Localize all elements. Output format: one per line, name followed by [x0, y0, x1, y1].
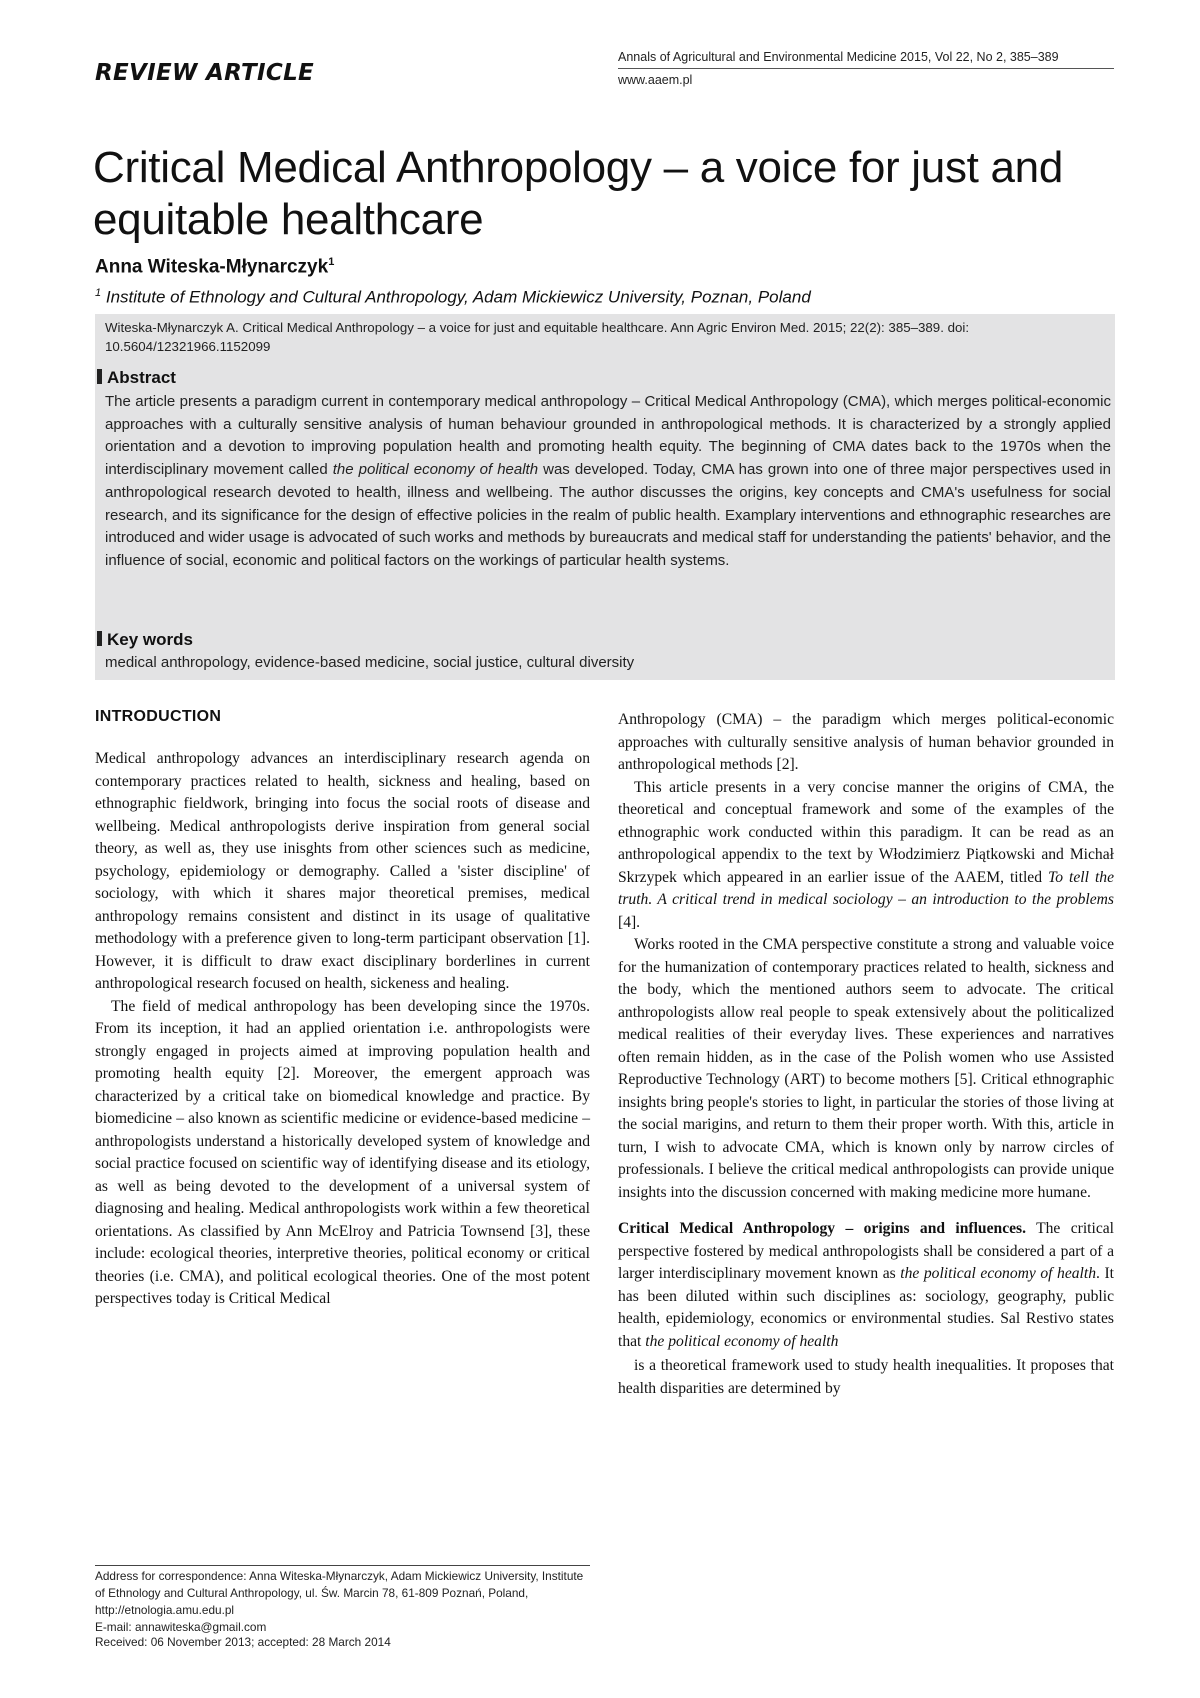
how-to-cite: Witeska-Młynarczyk A. Critical Medical Anthropology – a voice for just and equitable healthcare. Ann Agric Environ Med. 2015; 22(2): 385–389. doi: 10.5604/12321966.1152099 [105, 320, 970, 354]
abstract-text-italic: the political economy of health [332, 461, 539, 479]
footnote-divider [95, 1565, 590, 1566]
paragraph [618, 1218, 1114, 1353]
keywords-heading [97, 630, 193, 650]
author-name-text: Anna Witeska-Młynarczyk [95, 256, 329, 278]
introduction-heading: INTRODUCTION [95, 708, 222, 725]
paragraph: Medical anthropology advances an interdisciplinary research agenda on contemporary practices related to health, sickness and healing, based on ethnographic fieldwork, bringing into focus the social roots of disease and wellbeing. Medical anthropologists derive inspiration from general social theory, as well as, they use inisghts from other sciences such as medicine, psychology, epidemiology or demography. Called a 'sister discipline' of sociology, with which it shares major theoretical premises, medical anthropology remains consistent and distinct in its usage of qualitative methodology with a preference given to long-term participant observation [1]. However, it is difficult to draw exact disciplinary borderlines in current anthropological research focused on health, sickeness and healing. [95, 750, 590, 992]
paragraph-italic: the political economy of health [900, 1265, 1097, 1282]
keywords-heading-text: Key words [107, 630, 193, 649]
body-column-left [95, 748, 590, 1311]
paragraph: Works rooted in the CMA perspective constitute a strong and valuable voice for the humanization of contemporary practices related to health, sickness and the body, which the mentioned authors seem to advocate. The critical anthropologists allow real people to speak extensively about the politicalized medical realities of their everyday lives. These experiences and narratives often remain hidden, as in the case of the Polish women who use Assisted Reproductive Technology (ART) to become mothers [5]. Critical ethnographic insights bring people's stories to light, in particular the stories of those living at the social marigins, and return to them their proper worth. With this, article in turn, I wish to advocate CMA, which is known only by narrow circles of professionals. I believe the critical medical anthropologists can provide unique insights into the discussion concerned with making medicine more humane. [618, 936, 1114, 1201]
abstract-heading [97, 368, 176, 388]
correspondence-email: E-mail: annawiteska@gmail.com [95, 1620, 267, 1634]
author-affiliation-marker: 1 [328, 256, 335, 268]
affiliation-marker: 1 [95, 287, 102, 299]
abstract-text-part2: was developed. Today, CMA has grown into one of three major perspectives used in anthropological research devoted to health, illness and wellbeing. The author discusses the origins, key concepts and CMA's usefulness for social research, and its significance for the design of effective policies in the realm of public health. Examplary interventions and ethnographic researches are introduced and wider usage is advocated of such works and methods by bureaucrats and medical staff for understanding the patients' behavior, and the influence of social, economic and political factors on the workings of particular health systems. [105, 461, 1111, 569]
section-spacer [618, 1204, 1114, 1218]
paragraph: The field of medical anthropology has been developing since the 1970s. From its inception, it had an applied orientation i.e. anthropologists were strongly engaged in projects aimed at improving population health and promoting health equity [2]. Moreover, the emergent approach was characterized by a critical take on biomedical knowledge and practice. By biomedicine – also known as scientific medicine or evidence-based medicine – anthropologists understand a historically developed system of knowledge and social practice focused on scientific way of identifying disease and its etiology, as well as being devoted to the development of a universal system of diagnosing and healing. Medical anthropologists work within a few theoretical orientations. As classified by Ann McElroy and Patricia Townsend [3], these include: ecological theories, interpretive theories, political economy or critical theories (i.e. CMA), and political ecological theories. One of the most potent perspectives today is Critical Medical [95, 997, 590, 1307]
paragraph-text: . It has been diluted within such disciplines as: sociology, geography, public health, epidemiology, economics or environmental studies. Sal Restivo states that [618, 1265, 1115, 1350]
keywords-text: medical anthropology, evidence-based medicine, social justice, cultural diversity [105, 654, 635, 671]
journal-citation-header: Annals of Agricultural and Environmental Medicine 2015, Vol 22, No 2, 385–389 [618, 50, 1114, 69]
paragraph-italic-title: To tell the truth. A critical trend in medical sociology – an introduction to the problems [618, 868, 1114, 908]
paragraph-italic: the political economy of health [645, 1332, 839, 1350]
author-name [95, 256, 334, 278]
heading-bar-marker [97, 631, 102, 646]
paragraph: Anthropology (CMA) – the paradigm which merges political-economic approaches with culturally sensitive analysis of human behavior grounded in anthropological methods [2]. [618, 711, 1114, 773]
abstract-text-part1: The article presents a paradigm current in contemporary medical anthropology – Critical Medical Anthropology (CMA), which merges political-economic approaches with a culturally sensitive analysis of human behaviour grounded in anthropological methods. It is characterized by a strongly applied orientation and a devotion to improving population health and promoting health equity. The beginning of CMA dates back to the 1970s when the interdisciplinary movement called [105, 393, 1111, 479]
received-dates: Received: 06 November 2013; accepted: 28 March 2014 [95, 1635, 391, 1649]
paragraph-text: The critical perspective fostered by medical anthropologists shall be considered a part of a larger interdisciplinary movement known as [618, 1220, 1114, 1282]
correspondence-address: Address for correspondence: Anna Witeska-Młynarczyk, Adam Mickiewicz University, Institute of Ethnology and Cultural Anthropology, ul. Św. Marcin 78, 61-809 Poznań, Poland, http://etnologia.amu.edu.pl [95, 1569, 584, 1617]
heading-bar-marker [97, 369, 102, 384]
abstract-heading-text: Abstract [107, 368, 176, 387]
section-subheading: Critical Medical Anthropology – origins and influences. [618, 1220, 1027, 1237]
affiliation-text: Institute of Ethnology and Cultural Anthropology, Adam Mickiewicz University, Poznan, Poland [105, 287, 811, 307]
correspondence-footnote [95, 1568, 595, 1636]
author-affiliation [95, 287, 811, 308]
paragraph-text: [4]. [618, 913, 641, 931]
abstract-text [105, 391, 1111, 573]
journal-url: www.aaem.pl [618, 73, 693, 87]
paragraph [618, 777, 1114, 935]
article-title: Critical Medical Anthropology – a voice for just and equitable healthcare [93, 143, 1064, 244]
body-column-right [618, 709, 1114, 1400]
article-type-label: REVIEW ARTICLE [95, 60, 315, 86]
paragraph-text: This article presents in a very concise manner the origins of CMA, the theoretical and conceptual framework and some of the examples of the ethnographic work conducted within this paradigm. It can be read as an anthropological appendix to the text by Włodzimierz Piątkowski and Michał Skrzypek which appeared in an earlier issue of the AAEM, titled [618, 778, 1114, 886]
block-quote: is a theoretical framework used to study health inequalities. It proposes that health disparities are determined by [618, 1357, 1114, 1397]
